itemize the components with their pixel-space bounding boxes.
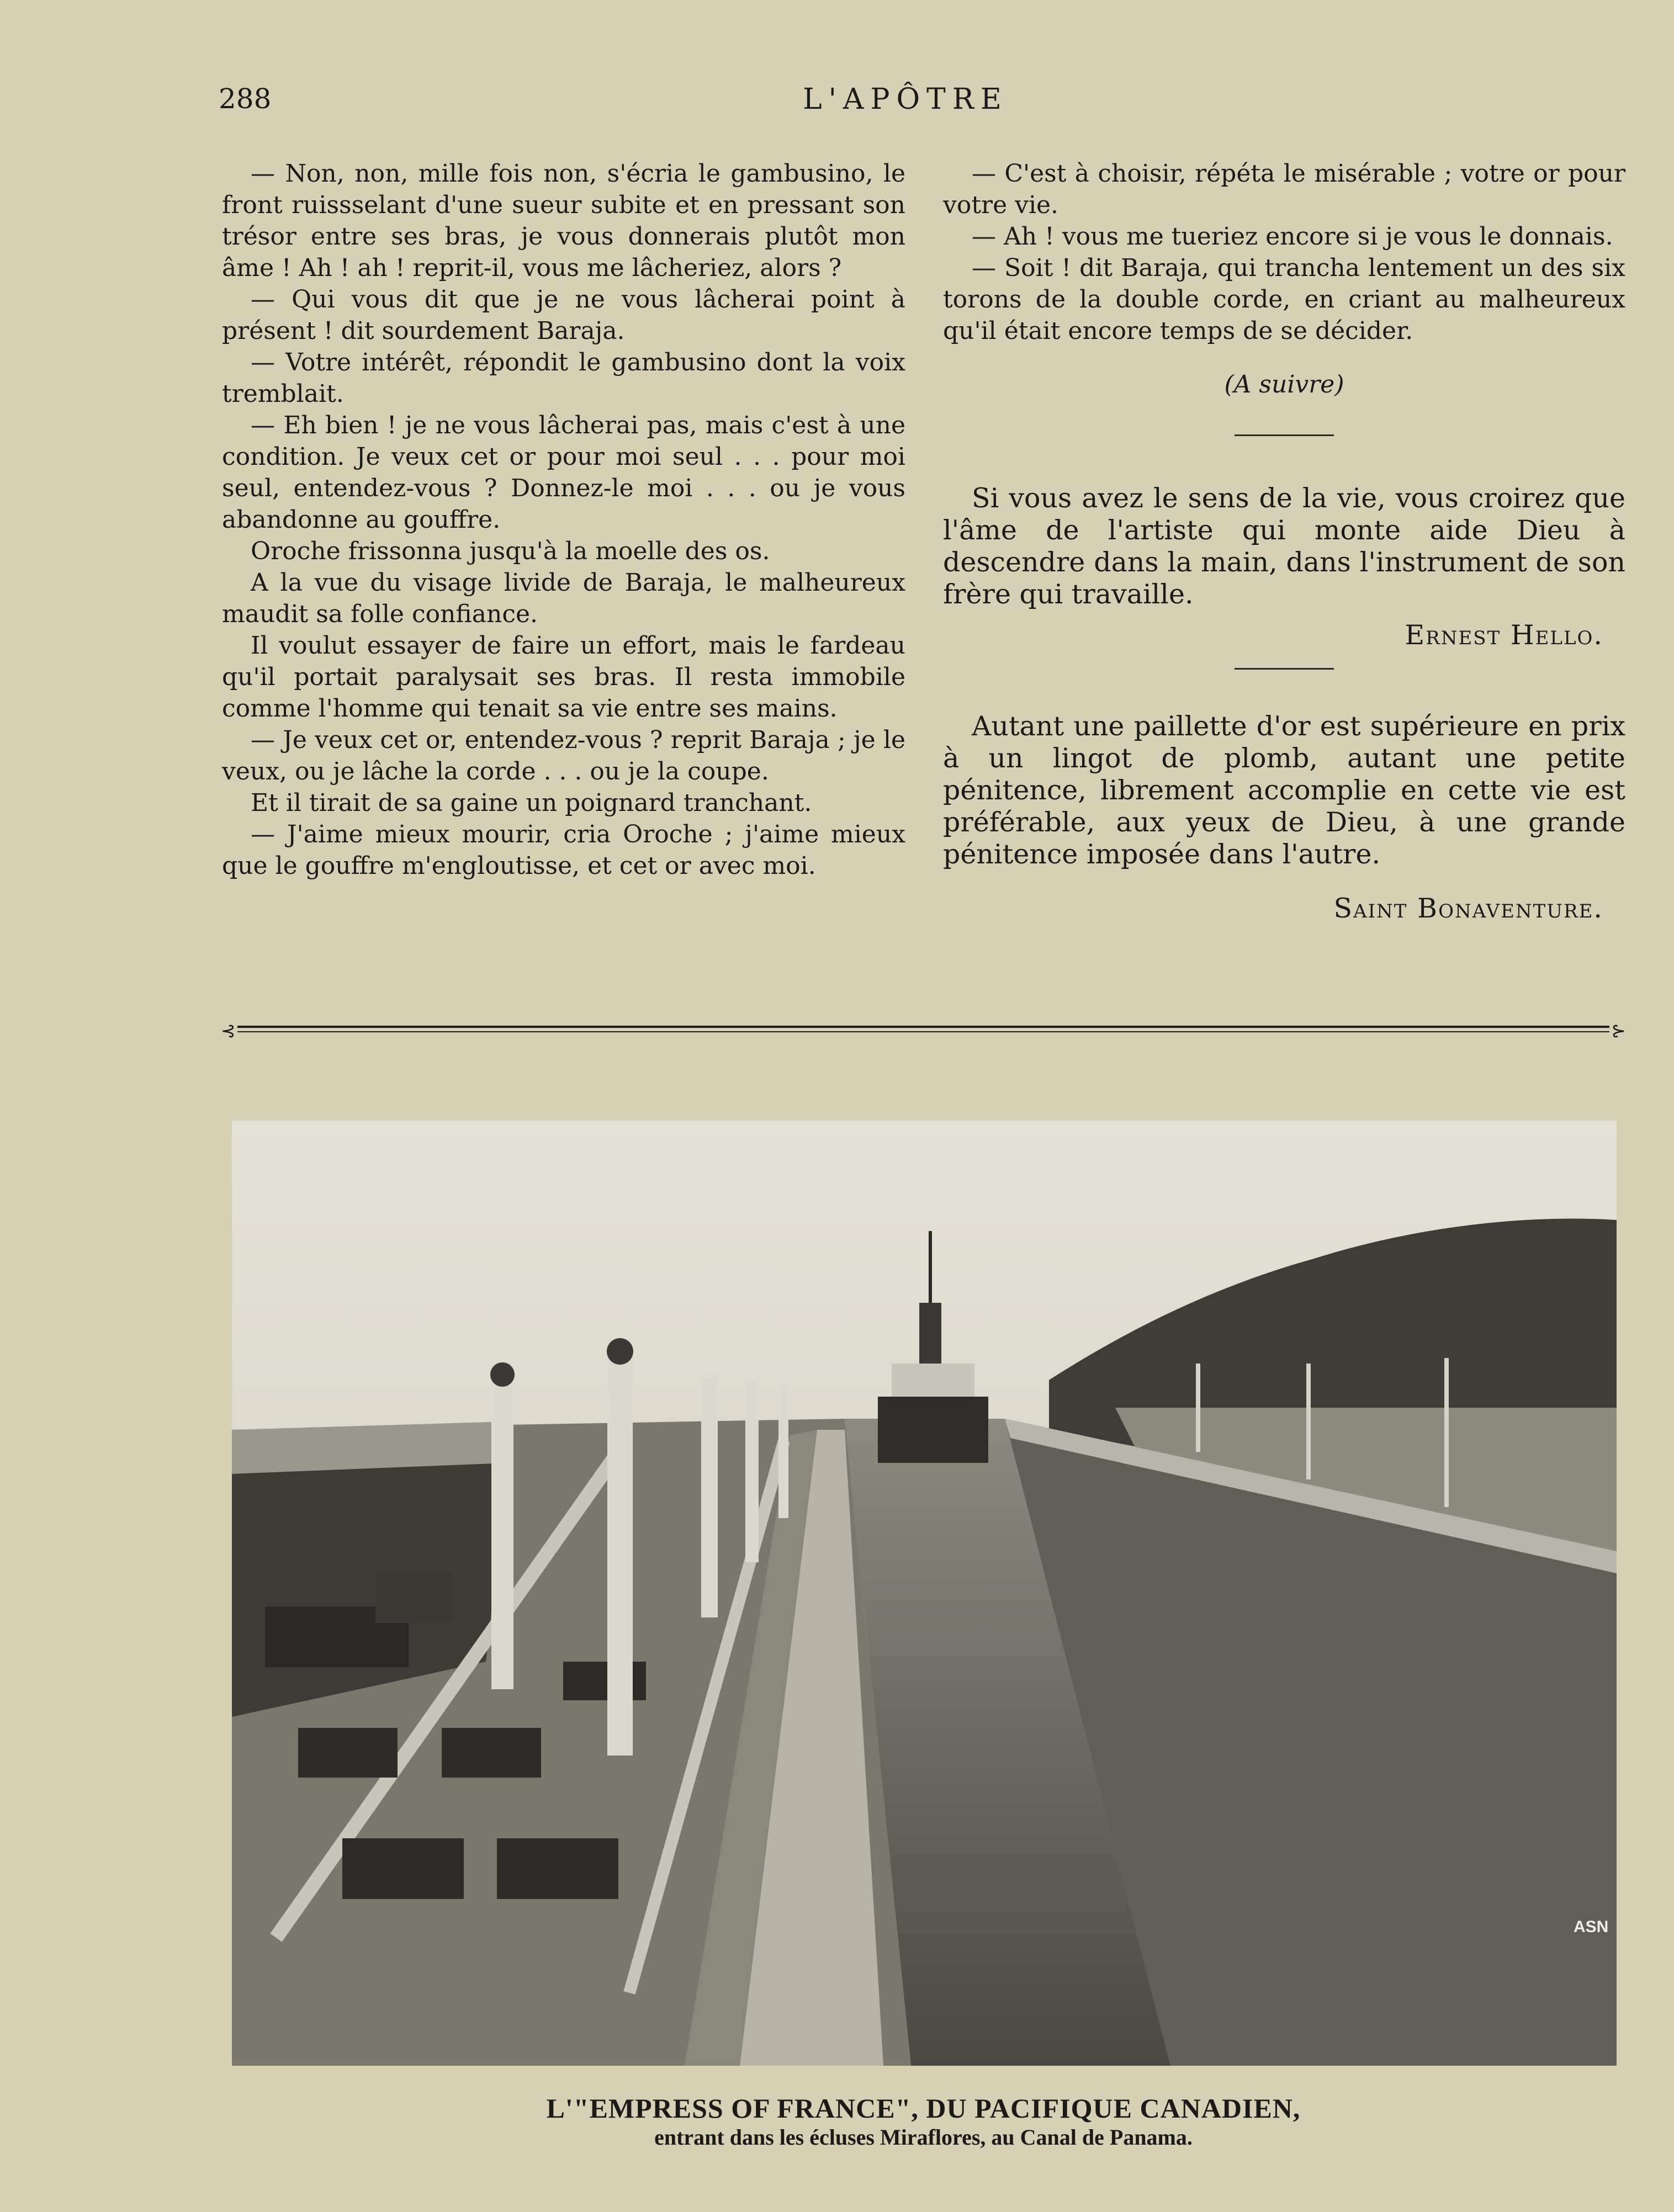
paragraph: — Non, non, mille fois non, s'écria le gambusino, le front ruissselant d'une sueur subite et en pressant son trésor entre ses bras, je vous donnerais plutôt mon âme ! Ah ! ah ! reprit-il, vous me lâcheriez, alors ? — [222, 160, 905, 282]
quote-hello — [943, 482, 1625, 651]
photograph-panama-canal-locks — [232, 1121, 1617, 2066]
photo-caption-subtitle: entrant dans les écluses Miraflores, au Canal de Panama. — [654, 2125, 1193, 2150]
paragraph: — Votre intérêt, répondit le gambusino dont la voix tremblait. — [222, 348, 905, 408]
quote-text: Si vous avez le sens de la vie, vous croirez que l'âme de l'artiste qui monte aide Dieu à descendre dans la main, dans l'instrument de son frère qui travaille. — [943, 482, 1625, 610]
ornament-icon: ⊱ — [1611, 1020, 1626, 1041]
photo-caption-title: L'"EMPRESS OF FRANCE", DU PACIFIQUE CANADIEN, — [546, 2093, 1301, 2124]
paragraph: A la vue du visage livide de Baraja, le malheureux maudit sa folle confiance. — [222, 569, 905, 628]
photo-illustration — [232, 1121, 1617, 2066]
separator — [1235, 434, 1334, 438]
paragraph: — C'est à choisir, répéta le misérable ; votre or pour votre vie. — [943, 160, 1625, 219]
page-number: 288 — [219, 83, 272, 115]
paragraph: — Qui vous dit que je ne vous lâcherai point à présent ! dit sourdement Baraja. — [222, 285, 905, 345]
quote-text: Autant une paillette d'or est supérieure en prix à un lingot de plomb, autant une petite pénitence, librement accomplie en cette vie est préférable, aux yeux de Dieu, à une grande pénitence imposée dans l'autre. — [943, 710, 1625, 870]
quote-author: Ernest Hello. — [1405, 619, 1603, 651]
ornamental-rule — [221, 1020, 1626, 1041]
left-column — [222, 158, 905, 882]
rule-line — [237, 1031, 1609, 1032]
paragraph: — J'aime mieux mourir, cria Oroche ; j'aime mieux que le gouffre m'engloutisse, et cet or avec moi. — [222, 820, 905, 880]
paragraph: Et il tirait de sa gaine un poignard tranchant. — [251, 789, 812, 817]
paragraph: — Je veux cet or, entendez-vous ? reprit Baraja ; je le veux, ou je lâche la corde . . . ou je la coupe. — [222, 726, 905, 786]
paragraph: — Ah ! vous me tueriez encore si je vous le donnais. — [972, 222, 1613, 251]
paragraph: — Eh bien ! je ne vous lâcherai pas, mais c'est à une condition. Je veux cet or pour moi seul . . . pour moi seul, entendez-vous ? Donnez-le moi . . . ou je vous abandonne au gouffre. — [222, 411, 905, 534]
a-suivre-note: (A suivre) — [1224, 370, 1344, 399]
paragraph: Il voulut essayer de faire un effort, mais le fardeau qu'il portait paralysait ses bras. Il resta immobile comme l'homme qui tenait sa vie entre ses mains. — [222, 632, 905, 723]
ornament-icon: ⊰ — [221, 1020, 236, 1041]
rule-line — [237, 1026, 1609, 1028]
quote-author: Saint Bonaventure. — [1333, 893, 1603, 924]
paragraph: — Soit ! dit Baraja, qui trancha lentement un des six torons de la double corde, en criant au malheureux qu'il était encore temps de se décider. — [943, 254, 1625, 345]
paragraph: Oroche frissonna jusqu'à la moelle des os. — [251, 537, 770, 565]
quote-bonaventure — [943, 710, 1625, 925]
running-head: L'APÔTRE — [803, 83, 1008, 116]
separator — [1235, 668, 1334, 672]
right-column — [943, 158, 1625, 925]
photo-watermark: ASN — [1574, 1918, 1609, 1936]
